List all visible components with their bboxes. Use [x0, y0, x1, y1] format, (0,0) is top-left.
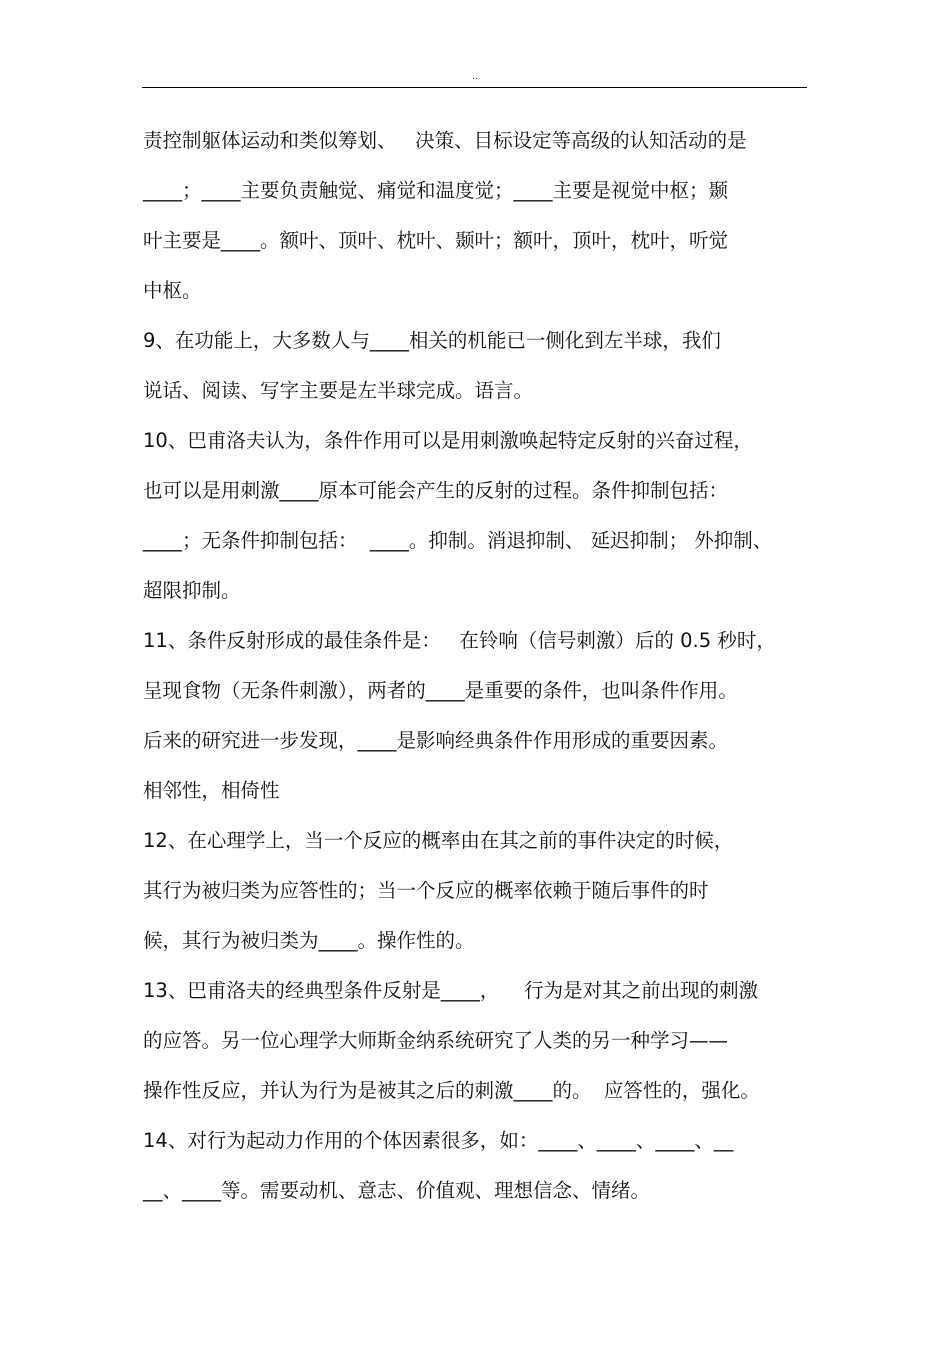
text-line: 后来的研究进一步发现，____是影响经典条件作用形成的重要因素。: [143, 729, 729, 752]
text-line: 13、巴甫洛夫的经典型条件反射是____， 行为是对其之前出现的刺激: [143, 979, 759, 1002]
header-mark: ..: [472, 72, 478, 82]
text-line: 超限抑制。: [143, 579, 241, 602]
text-line: 的应答。另一位心理学大师斯金纳系统研究了人类的另一种学习——: [143, 1029, 729, 1052]
text-line: 相邻性，相倚性: [143, 779, 280, 802]
text-line: __、____等。需要动机、意志、价值观、理想信念、情绪。: [143, 1179, 651, 1202]
text-line: 14、对行为起动力作用的个体因素很多，如：____、____、____、__: [143, 1129, 734, 1152]
text-line: 10、巴甫洛夫认为，条件作用可以是用刺激唤起特定反射的兴奋过程，: [143, 429, 753, 452]
text-line: 其行为被归类为应答性的；当一个反应的概率依赖于随后事件的时: [143, 879, 709, 902]
text-line: 呈现食物（无条件刺激），两者的____是重要的条件，也叫条件作用。: [143, 679, 738, 702]
header-rule: [142, 87, 807, 88]
text-line: 12、在心理学上，当一个反应的概率由在其之前的事件决定的时候，: [143, 829, 734, 852]
text-line: ____；无条件抑制包括： ____。抑制。消退抑制、 延迟抑制； 外抑制、: [143, 529, 773, 552]
text-line: 11、条件反射形成的最佳条件是： 在铃响（信号刺激）后的 0.5 秒时，: [143, 629, 776, 652]
text-line: 责控制躯体运动和类似筹划、 决策、目标设定等高级的认知活动的是: [143, 129, 747, 152]
text-line: 叶主要是____。额叶、顶叶、枕叶、颞叶；额叶，顶叶，枕叶，听觉: [143, 229, 729, 252]
text-line: 也可以是用刺激____原本可能会产生的反射的过程。条件抑制包括：: [143, 479, 729, 502]
text-line: 候，其行为被归类为____。操作性的。: [143, 929, 475, 952]
text-line: 9、在功能上，大多数人与____相关的机能已一侧化到左半球，我们: [143, 329, 721, 352]
text-line: ____；____主要负责触觉、痛觉和温度觉；____主要是视觉中枢；颞: [143, 179, 729, 202]
text-line: 中枢。: [143, 279, 202, 302]
text-line: 操作性反应，并认为行为是被其之后的刺激____的。 应答性的，强化。: [143, 1079, 760, 1102]
text-line: 说话、阅读、写字主要是左半球完成。语言。: [143, 379, 534, 402]
